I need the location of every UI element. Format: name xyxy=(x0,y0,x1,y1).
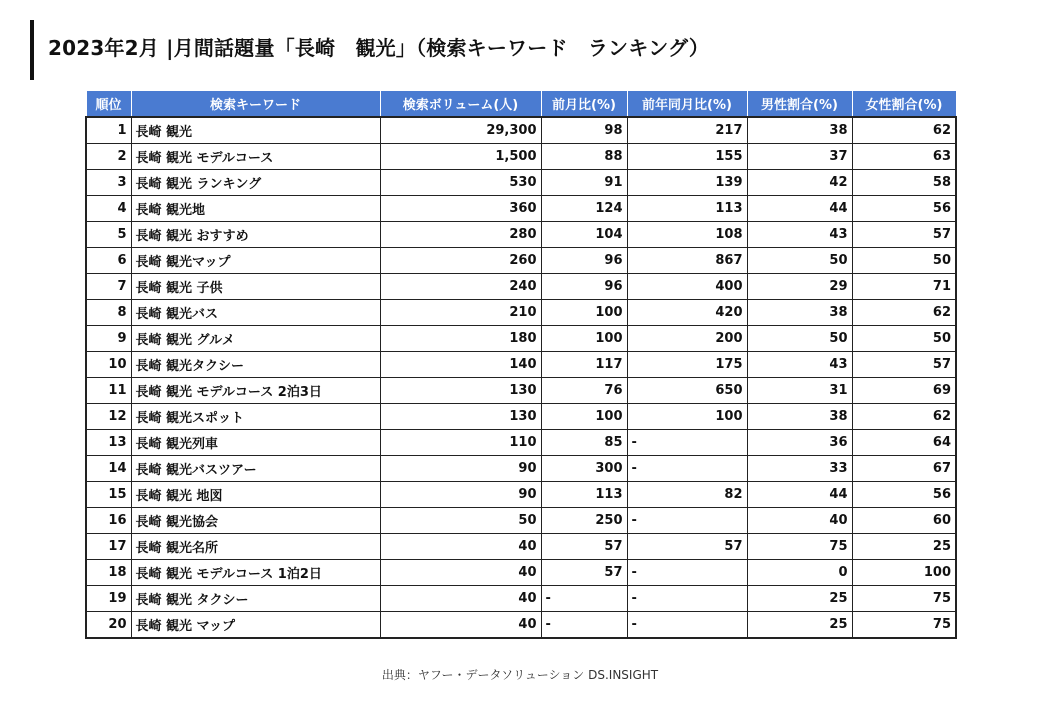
female-ratio-cell: 57 xyxy=(852,352,956,378)
female-ratio-cell: 50 xyxy=(852,248,956,274)
table-row xyxy=(86,560,956,586)
mom-cell: 96 xyxy=(541,248,627,274)
keyword-cell: 長崎 観光バス xyxy=(131,300,380,326)
female-ratio-cell: 62 xyxy=(852,404,956,430)
volume-cell: 260 xyxy=(380,248,541,274)
header-keyword: 検索キーワード xyxy=(131,91,380,118)
yoy-cell: - xyxy=(627,430,747,456)
yoy-cell: - xyxy=(627,456,747,482)
table-row xyxy=(86,248,956,274)
volume-cell: 50 xyxy=(380,508,541,534)
volume-cell: 130 xyxy=(380,404,541,430)
header-rank: 順位 xyxy=(86,91,131,118)
male-ratio-cell: 38 xyxy=(747,117,852,144)
female-ratio-cell: 62 xyxy=(852,300,956,326)
male-ratio-cell: 36 xyxy=(747,430,852,456)
male-ratio-cell: 25 xyxy=(747,612,852,639)
male-ratio-cell: 40 xyxy=(747,508,852,534)
rank-cell: 15 xyxy=(86,482,131,508)
keyword-cell: 長崎 観光バスツアー xyxy=(131,456,380,482)
yoy-cell: - xyxy=(627,508,747,534)
rank-cell: 10 xyxy=(86,352,131,378)
rank-cell: 17 xyxy=(86,534,131,560)
keyword-cell: 長崎 観光 おすすめ xyxy=(131,222,380,248)
female-ratio-cell: 62 xyxy=(852,117,956,144)
mom-cell: 91 xyxy=(541,170,627,196)
male-ratio-cell: 75 xyxy=(747,534,852,560)
mom-cell: 300 xyxy=(541,456,627,482)
female-ratio-cell: 60 xyxy=(852,508,956,534)
female-ratio-cell: 69 xyxy=(852,378,956,404)
rank-cell: 2 xyxy=(86,144,131,170)
keyword-cell: 長崎 観光協会 xyxy=(131,508,380,534)
female-ratio-cell: 25 xyxy=(852,534,956,560)
male-ratio-cell: 38 xyxy=(747,300,852,326)
mom-cell: - xyxy=(541,612,627,639)
volume-cell: 40 xyxy=(380,612,541,639)
female-ratio-cell: 57 xyxy=(852,222,956,248)
female-ratio-cell: 56 xyxy=(852,482,956,508)
rank-cell: 16 xyxy=(86,508,131,534)
female-ratio-cell: 64 xyxy=(852,430,956,456)
rank-cell: 9 xyxy=(86,326,131,352)
female-ratio-cell: 75 xyxy=(852,612,956,639)
volume-cell: 180 xyxy=(380,326,541,352)
yoy-cell: 139 xyxy=(627,170,747,196)
female-ratio-cell: 56 xyxy=(852,196,956,222)
mom-cell: 100 xyxy=(541,326,627,352)
male-ratio-cell: 44 xyxy=(747,482,852,508)
male-ratio-cell: 33 xyxy=(747,456,852,482)
table-row xyxy=(86,482,956,508)
rank-cell: 3 xyxy=(86,170,131,196)
table-row xyxy=(86,586,956,612)
female-ratio-cell: 75 xyxy=(852,586,956,612)
volume-cell: 140 xyxy=(380,352,541,378)
female-ratio-cell: 67 xyxy=(852,456,956,482)
mom-cell: 250 xyxy=(541,508,627,534)
female-ratio-cell: 100 xyxy=(852,560,956,586)
keyword-cell: 長崎 観光 モデルコース 2泊3日 xyxy=(131,378,380,404)
mom-cell: 76 xyxy=(541,378,627,404)
yoy-cell: 867 xyxy=(627,248,747,274)
keyword-cell: 長崎 観光タクシー xyxy=(131,352,380,378)
rank-cell: 12 xyxy=(86,404,131,430)
volume-cell: 29,300 xyxy=(380,117,541,144)
table-row xyxy=(86,196,956,222)
male-ratio-cell: 31 xyxy=(747,378,852,404)
female-ratio-cell: 50 xyxy=(852,326,956,352)
rank-cell: 7 xyxy=(86,274,131,300)
keyword-cell: 長崎 観光 地図 xyxy=(131,482,380,508)
female-ratio-cell: 58 xyxy=(852,170,956,196)
keyword-cell: 長崎 観光 xyxy=(131,117,380,144)
rank-cell: 20 xyxy=(86,612,131,639)
yoy-cell: 108 xyxy=(627,222,747,248)
table-row xyxy=(86,326,956,352)
female-ratio-cell: 63 xyxy=(852,144,956,170)
male-ratio-cell: 43 xyxy=(747,222,852,248)
volume-cell: 40 xyxy=(380,534,541,560)
table-row xyxy=(86,274,956,300)
keyword-cell: 長崎 観光名所 xyxy=(131,534,380,560)
mom-cell: 96 xyxy=(541,274,627,300)
volume-cell: 530 xyxy=(380,170,541,196)
keyword-cell: 長崎 観光マップ xyxy=(131,248,380,274)
male-ratio-cell: 43 xyxy=(747,352,852,378)
mom-cell: 98 xyxy=(541,117,627,144)
volume-cell: 40 xyxy=(380,586,541,612)
table-row xyxy=(86,144,956,170)
table-row xyxy=(86,430,956,456)
mom-cell: 85 xyxy=(541,430,627,456)
rank-cell: 18 xyxy=(86,560,131,586)
header-male-ratio: 男性割合(%) xyxy=(747,91,852,118)
header-yoy: 前年同月比(%) xyxy=(627,91,747,118)
mom-cell: 88 xyxy=(541,144,627,170)
yoy-cell: 200 xyxy=(627,326,747,352)
header-volume: 検索ボリューム(人) xyxy=(380,91,541,118)
rank-cell: 6 xyxy=(86,248,131,274)
mom-cell: 113 xyxy=(541,482,627,508)
keyword-cell: 長崎 観光 グルメ xyxy=(131,326,380,352)
female-ratio-cell: 71 xyxy=(852,274,956,300)
table-row xyxy=(86,222,956,248)
male-ratio-cell: 0 xyxy=(747,560,852,586)
keyword-cell: 長崎 観光列車 xyxy=(131,430,380,456)
rank-cell: 13 xyxy=(86,430,131,456)
rank-cell: 1 xyxy=(86,117,131,144)
volume-cell: 90 xyxy=(380,456,541,482)
volume-cell: 90 xyxy=(380,482,541,508)
mom-cell: 117 xyxy=(541,352,627,378)
yoy-cell: 57 xyxy=(627,534,747,560)
header-mom: 前月比(%) xyxy=(541,91,627,118)
mom-cell: 100 xyxy=(541,404,627,430)
volume-cell: 240 xyxy=(380,274,541,300)
yoy-cell: - xyxy=(627,586,747,612)
keyword-ranking-table xyxy=(85,90,957,639)
source-note: 出典：ヤフー・データソリューション DS.INSIGHT xyxy=(381,668,659,682)
table-row xyxy=(86,534,956,560)
volume-cell: 130 xyxy=(380,378,541,404)
mom-cell: - xyxy=(541,586,627,612)
title-accent-bar xyxy=(30,20,34,80)
table-row xyxy=(86,170,956,196)
mom-cell: 57 xyxy=(541,560,627,586)
keyword-cell: 長崎 観光 モデルコース 1泊2日 xyxy=(131,560,380,586)
table-row xyxy=(86,378,956,404)
rank-cell: 8 xyxy=(86,300,131,326)
yoy-cell: 113 xyxy=(627,196,747,222)
table-row xyxy=(86,352,956,378)
volume-cell: 40 xyxy=(380,560,541,586)
table-header-row xyxy=(86,91,956,118)
table-body xyxy=(86,117,956,638)
mom-cell: 104 xyxy=(541,222,627,248)
mom-cell: 57 xyxy=(541,534,627,560)
keyword-cell: 長崎 観光 ランキング xyxy=(131,170,380,196)
keyword-cell: 長崎 観光スポット xyxy=(131,404,380,430)
yoy-cell: 650 xyxy=(627,378,747,404)
yoy-cell: 155 xyxy=(627,144,747,170)
mom-cell: 100 xyxy=(541,300,627,326)
table-row xyxy=(86,404,956,430)
rank-cell: 14 xyxy=(86,456,131,482)
rank-cell: 4 xyxy=(86,196,131,222)
yoy-cell: 100 xyxy=(627,404,747,430)
male-ratio-cell: 37 xyxy=(747,144,852,170)
header-female-ratio: 女性割合(%) xyxy=(852,91,956,118)
volume-cell: 280 xyxy=(380,222,541,248)
volume-cell: 210 xyxy=(380,300,541,326)
yoy-cell: - xyxy=(627,612,747,639)
table-row xyxy=(86,456,956,482)
volume-cell: 110 xyxy=(380,430,541,456)
rank-cell: 5 xyxy=(86,222,131,248)
male-ratio-cell: 50 xyxy=(747,248,852,274)
keyword-cell: 長崎 観光 タクシー xyxy=(131,586,380,612)
yoy-cell: 400 xyxy=(627,274,747,300)
keyword-cell: 長崎 観光 マップ xyxy=(131,612,380,639)
rank-cell: 19 xyxy=(86,586,131,612)
male-ratio-cell: 44 xyxy=(747,196,852,222)
male-ratio-cell: 38 xyxy=(747,404,852,430)
male-ratio-cell: 42 xyxy=(747,170,852,196)
table-row xyxy=(86,612,956,639)
page-title: 2023年2月 |月間話題量「長崎 観光」（検索キーワード ランキング） xyxy=(48,36,710,60)
volume-cell: 360 xyxy=(380,196,541,222)
table-row xyxy=(86,508,956,534)
male-ratio-cell: 29 xyxy=(747,274,852,300)
male-ratio-cell: 25 xyxy=(747,586,852,612)
male-ratio-cell: 50 xyxy=(747,326,852,352)
yoy-cell: - xyxy=(627,560,747,586)
table-row xyxy=(86,117,956,144)
keyword-cell: 長崎 観光 子供 xyxy=(131,274,380,300)
rank-cell: 11 xyxy=(86,378,131,404)
volume-cell: 1,500 xyxy=(380,144,541,170)
yoy-cell: 217 xyxy=(627,117,747,144)
keyword-cell: 長崎 観光地 xyxy=(131,196,380,222)
table-row xyxy=(86,300,956,326)
keyword-cell: 長崎 観光 モデルコース xyxy=(131,144,380,170)
mom-cell: 124 xyxy=(541,196,627,222)
yoy-cell: 420 xyxy=(627,300,747,326)
yoy-cell: 82 xyxy=(627,482,747,508)
yoy-cell: 175 xyxy=(627,352,747,378)
